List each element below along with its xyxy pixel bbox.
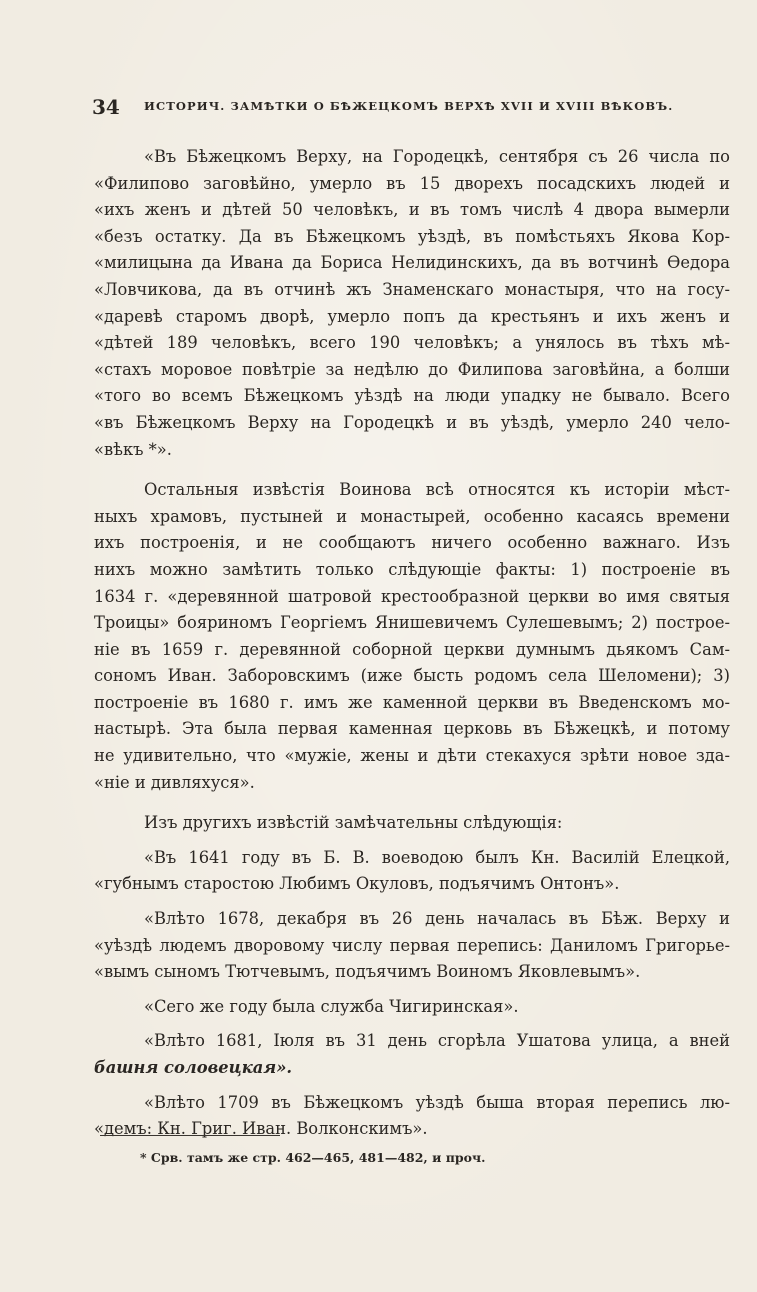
- paragraph-gap: [94, 898, 730, 906]
- text-line: «Влѣто 1678, декабря въ 26 день началась въ Бѣж. Верху и: [144, 909, 730, 929]
- text-line: ихъ построенія, и не сообщаютъ ничего особенно важнаго. Изъ: [94, 533, 730, 553]
- paragraph-gap: [94, 1020, 730, 1028]
- text-line: «Въ 1641 году въ Б. В. воеводою былъ Кн. Василій Елецкой,: [144, 847, 730, 867]
- paragraph-1678: [94, 906, 730, 986]
- paragraph-chigirin: [94, 994, 730, 1021]
- text-line: «Влѣто 1709 въ Бѣжецкомъ уѣздѣ быша вторая перепись лю-: [144, 1092, 730, 1112]
- paragraph-gap: [94, 463, 730, 477]
- text-line: Троицы» бояриномъ Георгіемъ Янишевичемъ Сулешевымъ; 2) построе-: [94, 613, 730, 633]
- text-line: «Филипово заговѣйно, умерло въ 15 дворехъ посадскихъ людей и: [94, 173, 730, 193]
- text-line: построеніе въ 1680 г. имъ же каменной церкви въ Введенскомъ мо-: [94, 692, 730, 712]
- text-line: сономъ Иван. Заборовскимъ (иже бысть родомъ села Шеломени); 3): [94, 666, 730, 686]
- text-line: «въ Бѣжецкомъ Верху на Городецкѣ и въ уѣздѣ, умерло 240 чело-: [94, 412, 730, 432]
- text-line: не удивительно, что «мужіе, жены и дѣти стекахуся зрѣти новое зда-: [94, 746, 730, 766]
- running-title: ИСТОРИЧ. ЗАМѢТКИ О БѢЖЕЦКОМЪ ВЕРХѢ XVII И XVIII ВѢКОВЪ.: [144, 99, 674, 113]
- footnote: * Срв. тамъ же стр. 462—465, 481—482, и проч.: [140, 1150, 486, 1165]
- page-header: [92, 95, 702, 119]
- text-line: «того во всемъ Бѣжецкомъ уѣздѣ на люди упадку не бывало. Всего: [94, 386, 730, 406]
- text-line: настырѣ. Эта была первая каменная церковь въ Бѣжецкѣ, и потому: [94, 719, 730, 739]
- text-line: ніе въ 1659 г. деревянной соборной церкви думнымъ дьякомъ Сам-: [94, 639, 730, 659]
- text-line: «ихъ женъ и дѣтей 50 человѣкъ, и въ томъ числѣ 4 двора вымерли: [94, 200, 730, 220]
- text-line: «вѣкъ *».: [94, 439, 172, 459]
- page-number: 34: [92, 95, 120, 119]
- text-line: «Въ Бѣжецкомъ Верху, на Городецкѣ, сентября съ 26 числа по: [144, 147, 730, 166]
- text-line: «Влѣто 1681, Іюля въ 31 день сгорѣла Ушатова улица, а вней: [144, 1031, 730, 1051]
- text-line: нихъ можно замѣтить только слѣдующіе факты: 1) построеніе въ: [94, 559, 730, 579]
- text-line: ныхъ храмовъ, пустыней и монастырей, особенно касаясь времени: [94, 506, 730, 526]
- text-line: «вымъ сыномъ Тютчевымъ, подъячимъ Воиномъ Яковлевымъ».: [94, 962, 641, 982]
- text-line: «демъ: Кн. Григ. Иван. Волконскимъ».: [94, 1119, 428, 1139]
- text-line: «безъ остатку. Да въ Бѣжецкомъ уѣздѣ, въ помѣстьяхъ Якова Кор-: [94, 226, 730, 246]
- text-line: «ніе и дивляхуся».: [94, 772, 255, 792]
- body-text: [94, 144, 730, 1143]
- paragraph-1641: [94, 845, 730, 898]
- text-line: «стахъ моровое повѣтріе за недѣлю до Филипова заговѣйна, а болши: [94, 359, 730, 379]
- footnote-rule: [100, 1135, 280, 1136]
- text-line: «уѣздѣ людемъ дворовому числу первая перепись: Даниломъ Григорье-: [94, 935, 730, 955]
- text-line: «дѣтей 189 человѣкъ, всего 190 человѣкъ; а унялось въ тѣхъ мѣ-: [94, 333, 730, 353]
- text-line: Изъ другихъ извѣстій замѣчательны слѣдующія:: [144, 813, 563, 833]
- text-line: Остальныя извѣстія Воинова всѣ относятся къ исторіи мѣст-: [144, 480, 730, 500]
- paragraph-voinov-notes: [94, 477, 730, 796]
- paragraph-gap: [94, 1082, 730, 1090]
- text-line: «Ловчикова, да въ отчинѣ жъ Знаменскаго монастыря, что на госу-: [94, 279, 730, 299]
- text-line: «даревѣ старомъ дворѣ, умерло попъ да крестьянъ и ихъ женъ и: [94, 306, 730, 326]
- text-line: «Сего же году была служба Чигиринская».: [144, 996, 519, 1016]
- paragraph-gap: [94, 986, 730, 994]
- paragraph-gap: [94, 796, 730, 810]
- paragraph-gap: [94, 837, 730, 845]
- paragraph-plague-quote: [94, 144, 730, 463]
- paragraph-1681: [94, 1028, 730, 1081]
- text-line: «милицына да Ивана да Бориса Нелидинскихъ, да въ вотчинѣ Ѳедора: [94, 253, 730, 273]
- text-line: башня соловецкая».: [94, 1058, 293, 1077]
- text-line: 1634 г. «деревянной шатровой крестообразной церкви во имя святыя: [94, 586, 730, 606]
- text-line: «губнымъ старостою Любимъ Окуловъ, подъячимъ Онтонъ».: [94, 874, 620, 894]
- paragraph-other-news-intro: [94, 810, 730, 837]
